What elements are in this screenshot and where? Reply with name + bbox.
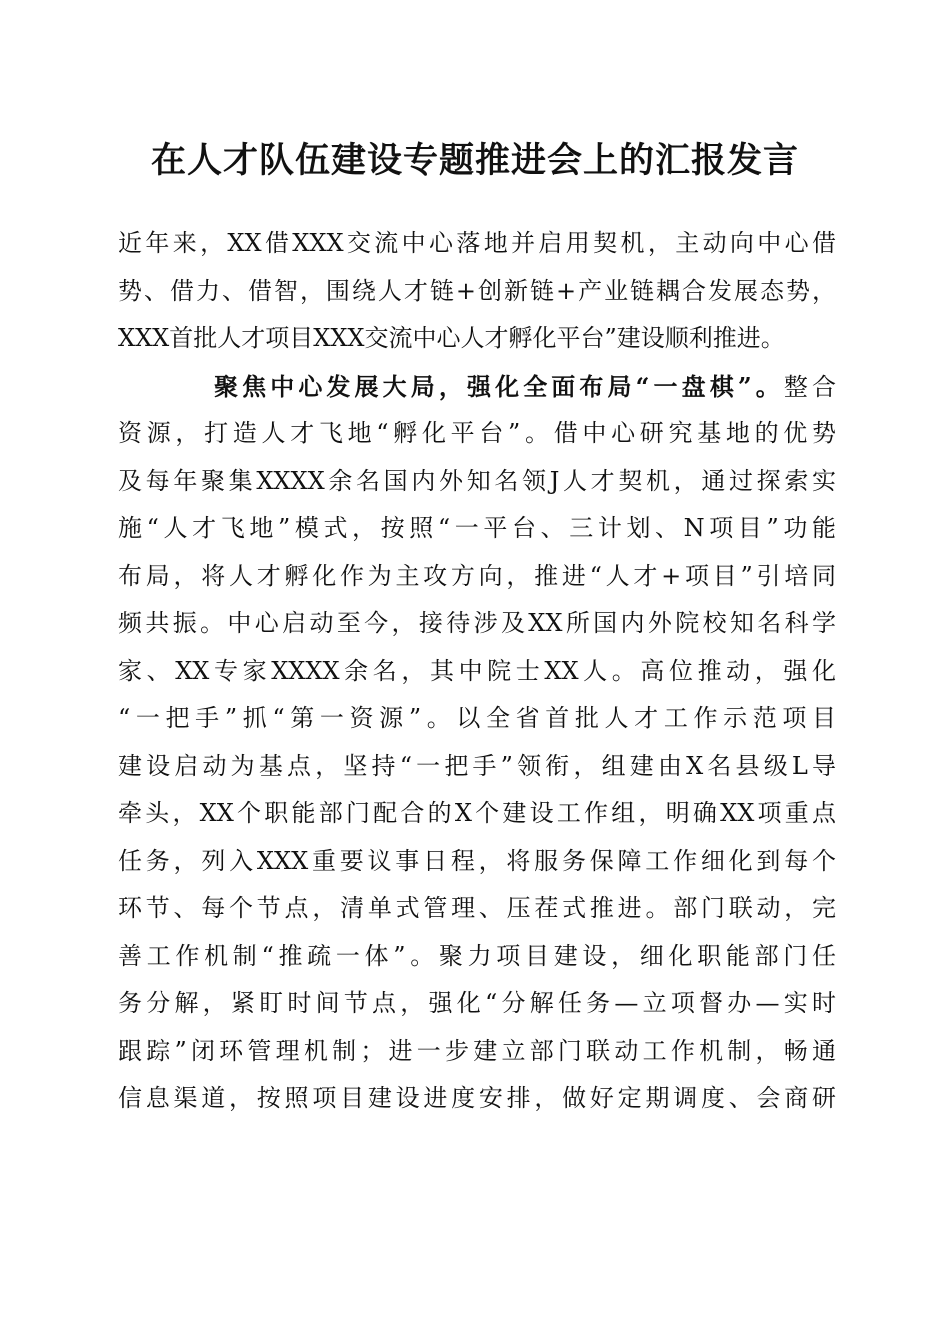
text-line: 任务，列入XXX重要议事日程，将服务保障工作细化到每个 <box>118 846 836 875</box>
paragraph-intro <box>118 220 836 363</box>
text-line: 务分解，紧盯时间节点，强化“分解任务—立项督办—实时 <box>118 989 836 1017</box>
section-heading: 聚焦中心发展大局，强化全面布局“一盘棋”。 <box>214 371 784 401</box>
text-span: 整合 <box>783 372 836 401</box>
paragraph-first-line <box>118 363 836 411</box>
text-line: 频共振。中心启动至今，接待涉及XX所国内外院校知名科学 <box>118 609 836 637</box>
document-title: 在人才队伍建设专题推进会上的汇报发言 <box>150 140 799 181</box>
text-line: 施“人才飞地”模式，按照“一平台、三计划、N项目”功能 <box>118 514 836 542</box>
text-line: 及每年聚集XXXX余名国内外知名领J人才契机，通过探索实 <box>118 466 836 495</box>
text-line: 家、XX专家XXXX余名，其中院士XX人。高位推动，强化 <box>118 656 836 685</box>
text-line: 势、借力、借智，围绕人才链+创新链+产业链耦合发展态势， <box>118 276 836 305</box>
text-line: “一把手”抓“第一资源”。以全省首批人才工作示范项目 <box>118 704 836 732</box>
text-line: 布局，将人才孵化作为主攻方向，推进“人才+项目”引培同 <box>118 561 836 590</box>
paragraph-focus <box>118 363 836 1123</box>
text-line: 环节、每个节点，清单式管理、压茬式推进。部门联动，完 <box>118 894 836 922</box>
document-body <box>118 220 836 1123</box>
text-line: 建设启动为基点，坚持“一把手”领衔，组建由X名县级L导 <box>118 751 836 780</box>
text-line: 牵头，XX个职能部门配合的X个建设工作组，明确XX项重点 <box>118 799 836 827</box>
text-line: 跟踪”闭环管理机制；进一步建立部门联动工作机制，畅通 <box>118 1036 836 1065</box>
text-line: 资源，打造人才飞地“孵化平台”。借中心研究基地的优势 <box>118 419 836 447</box>
text-line: XXX首批人才项目XXX交流中心人才孵化平台”建设顺利推进。 <box>118 324 785 352</box>
text-line: 信息渠道，按照项目建设进度安排，做好定期调度、会商研 <box>118 1084 836 1112</box>
text-line: 近年来，XX借XXX交流中心落地并启用契机，主动向中心借 <box>118 229 836 257</box>
text-line: 善工作机制“推疏一体”。聚力项目建设，细化职能部门任 <box>118 941 836 970</box>
